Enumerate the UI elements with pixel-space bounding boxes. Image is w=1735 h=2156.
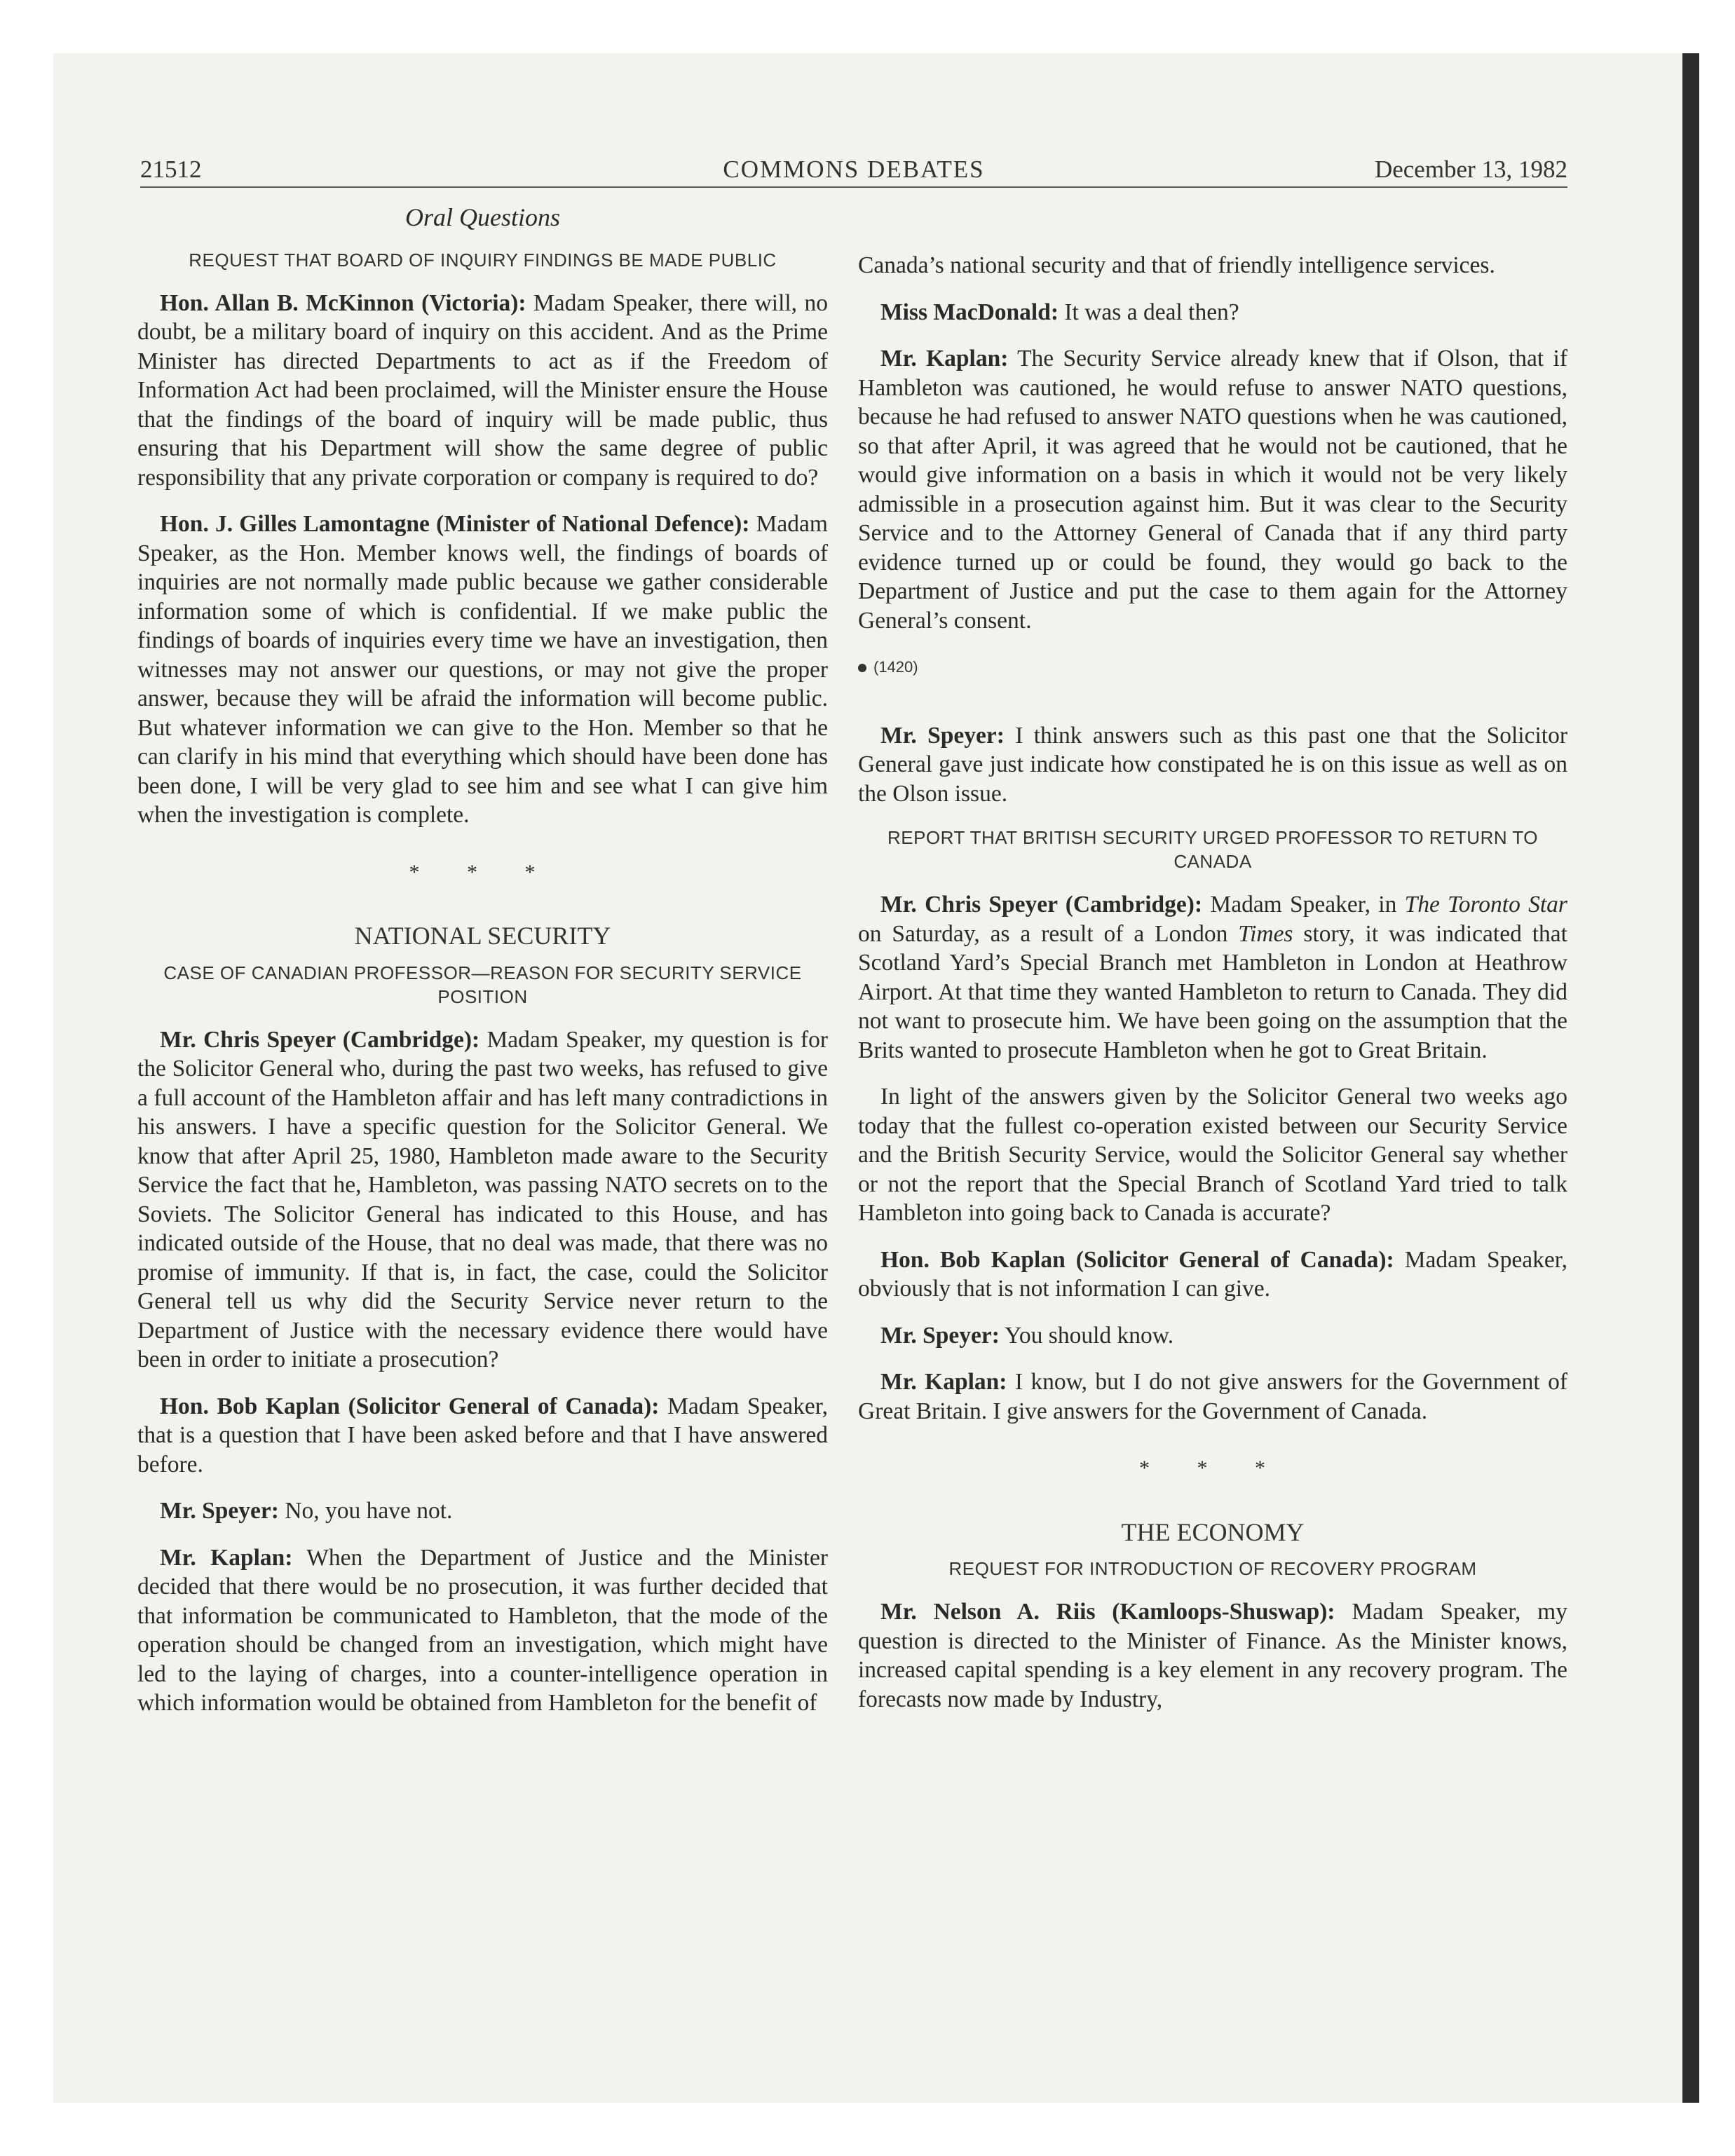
- subhead-recovery-program: REQUEST FOR INTRODUCTION OF RECOVERY PROGRAM: [948, 1558, 1477, 1579]
- publication-date: December 13, 1982: [1374, 156, 1567, 183]
- speech-text: I know, but I do not give answers for the Government of Great Britain. I give answers for the Government of Canada.: [858, 1369, 1567, 1424]
- section-label: Oral Questions: [404, 203, 560, 231]
- scan-edge-bar: [1682, 53, 1699, 2103]
- publication-name: Times: [1238, 920, 1293, 947]
- bullet-icon: [858, 664, 866, 672]
- header-rule: [140, 186, 1567, 188]
- paragraph-kaplan-obviously: [858, 1246, 1567, 1304]
- speaker-name: Mr. Speyer:: [160, 1498, 279, 1524]
- speaker-name: Mr. Kaplan:: [880, 1369, 1007, 1395]
- subhead-board-of-inquiry: REQUEST THAT BOARD OF INQUIRY FINDINGS BE MADE PUBLIC: [189, 249, 777, 271]
- speaker-name: Mr. Kaplan:: [160, 1544, 293, 1571]
- heading-the-economy: THE ECONOMY: [1121, 1517, 1305, 1546]
- right-column: [858, 251, 1567, 1731]
- speaker-name: Hon. Allan B. McKinnon (Victoria):: [160, 289, 526, 316]
- speaker-name: Mr. Chris Speyer (Cambridge):: [160, 1026, 480, 1053]
- time-marker: [858, 653, 1567, 682]
- paragraph-kaplan-answer: [137, 1392, 828, 1480]
- paragraph-mckinnon: [137, 289, 828, 493]
- paragraph-speyer-know: [858, 1321, 1567, 1351]
- speech-text: Madam Speaker, as the Hon. Member knows well, the findings of boards of inquiries are not normally made public because we gather considerable information some of which is confidential. If we make public the findings of boards of inquiries every time we have an investigation, then witnesses may not answer our questions, or may not give the proper answer, because they will be afraid the information will become public. But whatever information we can give to the Hon. Member so that he can clarify in his mind that everything which should have been done has been done, I will be very glad to see him and see what I can give him when the investigation is complete.: [137, 511, 828, 828]
- paragraph-speyer-question: [137, 1025, 828, 1374]
- paragraph-kaplan-britain: [858, 1367, 1567, 1426]
- left-column: [137, 203, 828, 1735]
- speaker-name: Hon. Bob Kaplan (Solicitor General of Canada):: [880, 1246, 1394, 1273]
- publication-title: COMMONS DEBATES: [723, 156, 985, 183]
- section-separator: * * *: [1139, 1456, 1286, 1480]
- speaker-name: Mr. Nelson A. Riis (Kamloops-Shuswap):: [880, 1599, 1335, 1625]
- speech-text: Madam Speaker, in: [1202, 892, 1405, 917]
- speech-text: In light of the answers given by the Solicitor General two weeks ago today that the fullest co-operation existed between our Security Service and the British Security Service, would the Solicitor General say whether or not the report that the Special Branch of Scotland Yard tried to talk Hambleton into going back to Canada is accurate?: [858, 1084, 1567, 1226]
- speech-text: The Security Service already knew that if Olson, that if Hambleton was cautioned, he would refuse to answer NATO questions, because he had refused to answer NATO questions when he was cautioned, so that after April, it was agreed that he would not be cautioned, that he would give information on a basis in which it would not be very likely admissible in a prosecution against him. But it was clear to the Security Service and to the Attorney General of Canada that if any third party evidence turned up or could be found, they would go back to the Department of Justice and put the case to them again for the Attorney General’s consent.: [858, 346, 1567, 634]
- paragraph-kaplan-continued: [137, 1543, 828, 1718]
- page-number: 21512: [140, 156, 202, 183]
- paragraph-speyer-interjection: [137, 1496, 828, 1526]
- paragraph-kaplan-security: [858, 344, 1567, 635]
- speech-text: Madam Speaker, my question is for the Solicitor General who, during the past two weeks, has refused to give a full account of the Hambleton affair and has left many contradictions in his answers. I have a specific question for the Solicitor General. We know that after April 25, 1980, Hambleton made aware to the Security Service the fact that he, Hambleton, was passing NATO secrets on to the Soviets. The Solicitor General has indicated to this House, and has indicated outside of the House, that no deal was made, that there was no promise of immunity. If that is, in fact, the case, could the Solicitor General tell us why did the Security Service never return to the Department of Justice with the necessary evidence there would have been in order to initiate a prosecution?: [137, 1026, 828, 1372]
- speech-text: on Saturday, as a result of a London: [858, 920, 1239, 947]
- section-separator: * * *: [409, 860, 557, 884]
- speech-text: Madam Speaker, there will, no doubt, be a military board of inquiry on this accident. And as the Prime Minister has directed Departments to act as if the Freedom of Information Act had been proclaimed, will the Minister ensure the House that the findings of the board of inquiry will be made public, thus ensuring that his Department will show the same degree of public responsibility that any private corporation or company is required to do?: [137, 289, 829, 491]
- speech-text: It was a deal then?: [1059, 299, 1239, 325]
- speaker-name: Mr. Chris Speyer (Cambridge):: [880, 892, 1203, 917]
- paragraph-lamontagne: [137, 510, 828, 830]
- paragraph-speyer-comment: [858, 721, 1567, 809]
- speech-text: No, you have not.: [278, 1498, 453, 1524]
- speaker-name: Mr. Speyer:: [880, 722, 1005, 749]
- paragraph-continuation: [858, 251, 1567, 280]
- speaker-name: Miss MacDonald:: [880, 299, 1059, 325]
- speaker-name: Mr. Speyer:: [880, 1322, 1000, 1349]
- paragraph-riis: [858, 1597, 1567, 1714]
- subhead-canadian-professor: CASE OF CANADIAN PROFESSOR—REASON FOR SECURITY SERVICE POSITION: [163, 962, 802, 1007]
- publication-name: The Toronto Star: [1404, 892, 1567, 917]
- speech-text: Madam Speaker, my question is directed to the Minister of Finance. As the Minister knows, increased capital spending is a key element in any recovery program. The forecasts now made by Industry,: [858, 1599, 1567, 1712]
- speaker-name: Mr. Kaplan:: [880, 346, 1009, 371]
- paragraph-macdonald: [858, 298, 1567, 327]
- speech-text: You should know.: [999, 1322, 1174, 1349]
- speech-text: When the Department of Justice and the Minister decided that there would be no prosecution, it was further decided that that information be communicated to Hambleton, that the mode of the operation should be changed from an investigation, which might have led to the laying of charges, into a counter-intelligence operation in which information would be obtained from Hambleton for the benefit of: [137, 1544, 828, 1716]
- speech-text: I think answers such as this past one that the Solicitor General gave just indicate how constipated he is on this issue as well as on the Olson issue.: [858, 722, 1567, 807]
- paragraph-speyer-light: [858, 1082, 1567, 1228]
- subhead-british-security: REPORT THAT BRITISH SECURITY URGED PROFESSOR TO RETURN TO CANADA: [887, 827, 1539, 872]
- running-head: [140, 156, 1567, 191]
- speech-text: story, it was indicated that Scotland Yard’s Special Branch met Hambleton in London at Heathrow Airport. At that time they wanted Hambleton to return to Canada. They did not want to prosecute him. We have been going on the assumption that the Brits wanted to prosecute Hambleton when he got to Great Britain.: [858, 920, 1567, 1063]
- speech-text: Madam Speaker, that is a question that I have been asked before and that I have answered before.: [137, 1393, 828, 1478]
- speech-text: Madam Speaker, obviously that is not information I can give.: [858, 1246, 1567, 1302]
- time-marker-text: (1420): [873, 658, 918, 676]
- paragraph-speyer-times: [858, 890, 1567, 1065]
- speaker-name: Hon. Bob Kaplan (Solicitor General of Canada):: [160, 1393, 660, 1419]
- speech-text: Canada’s national security and that of friendly intelligence services.: [858, 252, 1495, 278]
- speaker-name: Hon. J. Gilles Lamontagne (Minister of National Defence):: [160, 511, 750, 537]
- heading-national-security: NATIONAL SECURITY: [354, 922, 611, 950]
